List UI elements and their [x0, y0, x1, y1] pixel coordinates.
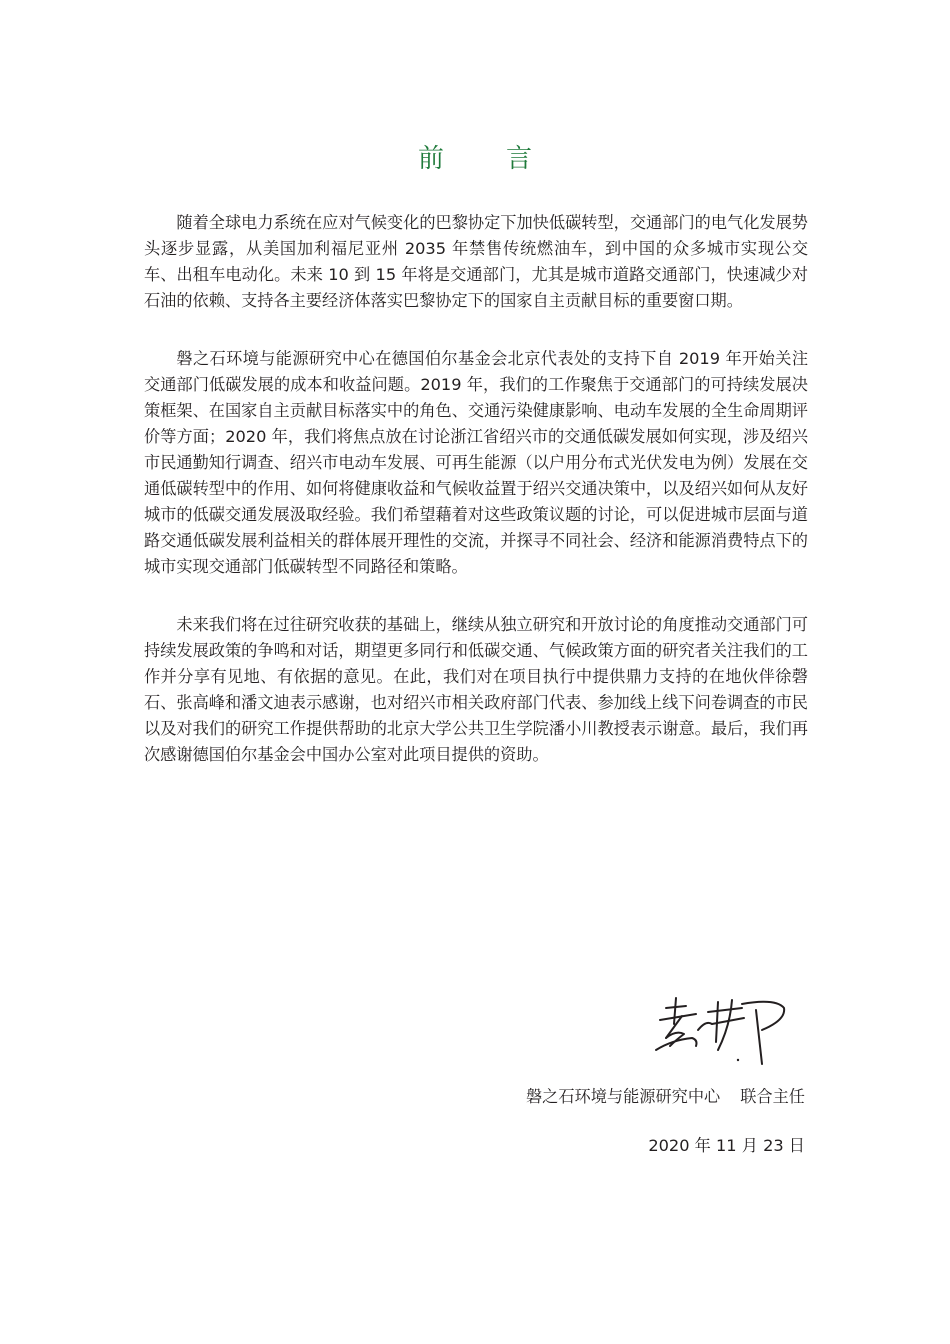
signature-block [526, 1085, 805, 1109]
page-title: 前 言 [417, 144, 550, 175]
paragraph-2: 磐之石环境与能源研究中心在德国伯尔基金会北京代表处的支持下自 2019 年开始关注交通部门低碳发展的成本和收益问题。2019 年，我们的工作聚焦于交通部门的可持续发展决策框架、在国家自主贡献目标落实中的角色、交通污染健康影响、电动车发展的全生命周期评价等方面；2020 年，我们将焦点放在讨论浙江省绍兴市的交通低碳发展如何实现，涉及绍兴市民通勤知行调查、绍兴市电动车发展、可再生能源（以户用分布式光伏发电为例）发展在交通低碳转型中的作用、如何将健康收益和气候收益置于绍兴交通决策中，以及绍兴如何从友好城市的低碳交通发展汲取经验。我们希望藉着对这些政策议题的讨论，可以促进城市层面与道路交通低碳发展利益相关的群体展开理性的交流，并探寻不同社会、经济和能源消费特点下的城市实现交通部门低碳转型不同路径和策略。 [144, 349, 808, 576]
handwritten-signature [646, 990, 806, 1070]
paragraph-1: 随着全球电力系统在应对气候变化的巴黎协定下加快低碳转型，交通部门的电气化发展势头逐步显露，从美国加利福尼亚州 2035 年禁售传统燃油车，到中国的众多城市实现公交车、出租车电动化。未来 10 到 15 年将是交通部门，尤其是城市道路交通部门，快速减少对石油的依赖、支持各主要经济体落实巴黎协定下的国家自主贡献目标的重要窗口期。 [144, 213, 808, 310]
signature-date: 2020 年 11 月 23 日 [648, 1136, 805, 1155]
paragraph-3: 未来我们将在过往研究收获的基础上，继续从独立研究和开放讨论的角度推动交通部门可持续发展政策的争鸣和对话，期望更多同行和低碳交通、气候政策方面的研究者关注我们的工作并分享有见地、有依据的意见。在此，我们对在项目执行中提供鼎力支持的在地伙伴徐磬石、张高峰和潘文迪表示感谢，也对绍兴市相关政府部门代表、参加线上线下问卷调查的市民以及对我们的研究工作提供帮助的北京大学公共卫生学院潘小川教授表示谢意。最后，我们再次感谢德国伯尔基金会中国办公室对此项目提供的资助。 [144, 615, 808, 764]
preface-body [144, 210, 808, 800]
signature-organization: 磐之石环境与能源研究中心 [526, 1087, 721, 1106]
signature-role: 联合主任 [740, 1087, 805, 1106]
